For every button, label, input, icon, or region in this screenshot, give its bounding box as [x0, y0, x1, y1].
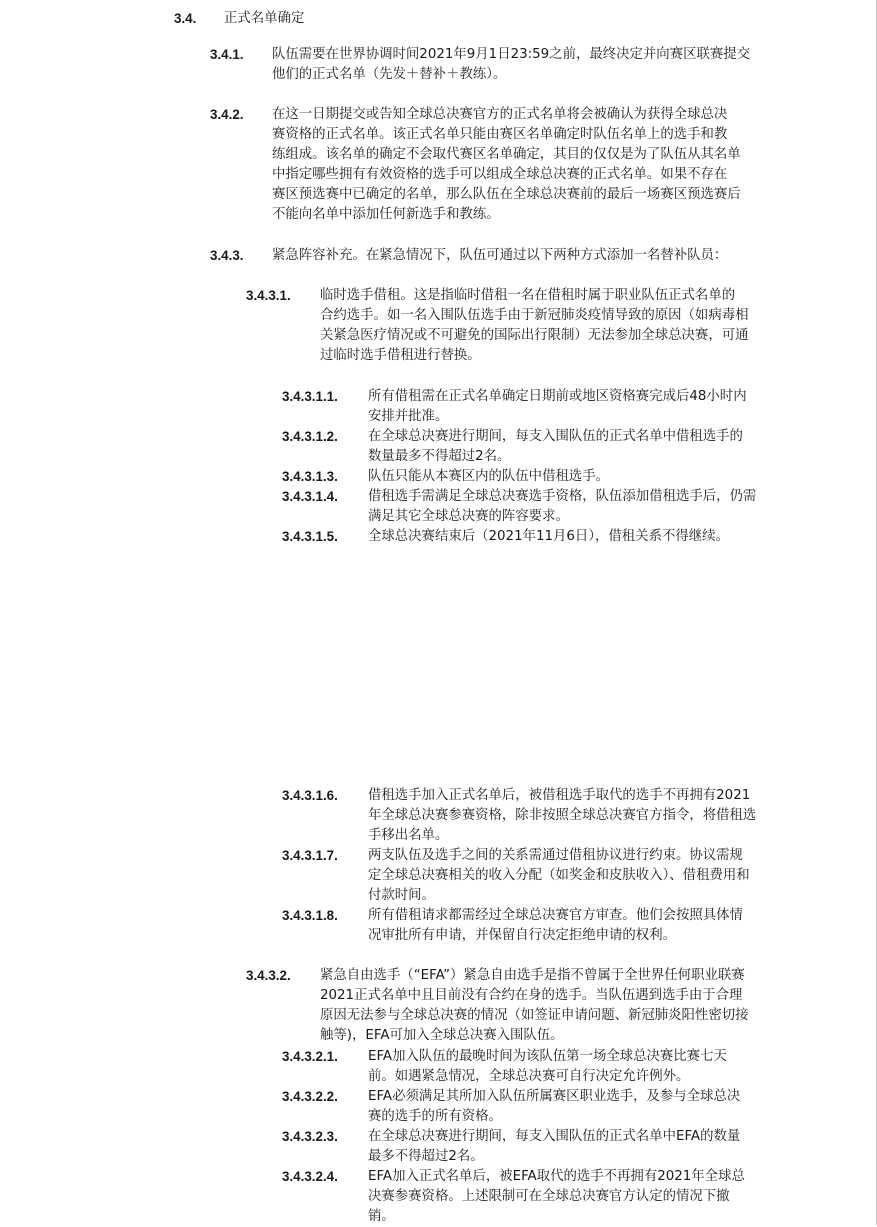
section-number: 3.4.3.1. [246, 288, 291, 303]
section-number: 3.4.3.1.2. [282, 429, 338, 444]
section-heading: 正式名单确定 [224, 11, 305, 26]
section-number: 3.4.3.1.5. [282, 529, 338, 544]
section-number: 3.4.3.2.3. [282, 1129, 338, 1144]
section-text: 紧急阵容补充。在紧急情况下，队伍可通过以下两种方式添加一名替补队员： [272, 248, 728, 263]
section-number: 3.4. [174, 11, 197, 26]
section-text: 所有借租需在正式名单确定日期前或地区资格赛完成后48小时内 安排并批准。 [368, 389, 747, 424]
section-text: 全球总决赛结束后（2021年11月6日），借租关系不得继续。 [368, 529, 729, 544]
section-text: EFA加入队伍的最晚时间为该队伍第一场全球总决赛比赛七天 前。如遇紧急情况，全球总决赛可自行决定允许例外。 [368, 1049, 727, 1084]
section-number: 3.4.3.1.1. [282, 389, 338, 404]
section-text: 在全球总决赛进行期间，每支入围队伍的正式名单中EFA的数量 最多不得超过2名。 [368, 1129, 741, 1164]
section-text: 在全球总决赛进行期间，每支入围队伍的正式名单中借租选手的 数量最多不得超过2名。 [368, 429, 743, 464]
section-number: 3.4.3. [210, 248, 244, 263]
section-text: 队伍需要在世界协调时间2021年9月1日23:59之前，最终决定并向赛区联赛提交 他们的正式名单（先发＋替补＋教练）。 [272, 47, 751, 82]
section-text: 借租选手加入正式名单后，被借租选手取代的选手不再拥有2021 年全球总决赛参赛资格，除非按照全球总决赛官方指令，将借租选 手移出名单。 [368, 788, 757, 843]
section-text: EFA必须满足其所加入队伍所属赛区职业选手，及参与全球总决 赛的选手的所有资格。 [368, 1089, 741, 1124]
section-number: 3.4.2. [210, 107, 244, 122]
section-number: 3.4.3.1.6. [282, 788, 338, 803]
section-number: 3.4.3.2. [246, 968, 291, 983]
section-text: 在这一日期提交或告知全球总决赛官方的正式名单将会被确认为获得全球总决 赛资格的正式名单。该正式名单只能由赛区名单确定时队伍名单上的选手和教 练组成。该名单的确定不会取代赛区名单确定，其目的仅仅是为了队伍从其名单 中指定哪些拥有有效资格的选手可以组成全球总决赛的正式名单。如果不存在 赛区预选赛中已确定的名单，那么队伍在全球总决赛前的最后一场赛区预选赛后 不能向名单中添加任何新选手和教练。 [272, 107, 741, 222]
section-text: EFA加入正式名单后，被EFA取代的选手不再拥有2021年全球总 决赛参赛资格。上述限制可在全球总决赛官方认定的情况下撤 销。 [368, 1169, 745, 1224]
section-number: 3.4.3.1.3. [282, 469, 338, 484]
section-text: 临时选手借租。这是指临时借租一名在借租时属于职业队伍正式名单的 合约选手。如一名入围队伍选手由于新冠肺炎疫情导致的原因（如病毒相 关紧急医疗情况或不可避免的国际出行限制）无法参加全球总决赛，可通 过临时选手借租进行替换。 [320, 288, 749, 363]
section-number: 3.4.3.2.1. [282, 1049, 338, 1064]
section-text: 借租选手需满足全球总决赛选手资格，队伍添加借租选手后，仍需 满足其它全球总决赛的阵容要求。 [368, 489, 757, 524]
section-text: 紧急自由选手（“EFA”）紧急自由选手是指不曾属于全世界任何职业联赛 2021正式名单中且目前没有合约在身的选手。当队伍遇到选手由于合理 原因无法参与全球总决赛的情况（如签证申请问题、新冠肺炎阳性密切接 触等)，EFA可加入全球总决赛入围队伍。 [320, 968, 749, 1043]
section-number: 3.4.3.1.8. [282, 908, 338, 923]
section-text: 所有借租请求都需经过全球总决赛官方审查。他们会按照具体情 况审批所有申请，并保留自行决定拒绝申请的权利。 [368, 908, 743, 943]
section-number: 3.4.3.2.2. [282, 1089, 338, 1104]
section-number: 3.4.3.1.7. [282, 848, 338, 863]
section-text: 队伍只能从本赛区内的队伍中借租选手。 [368, 469, 610, 484]
section-text: 两支队伍及选手之间的关系需通过借租协议进行约束。协议需规 定全球总决赛相关的收入分配（如奖金和皮肤收入）、借租费用和 付款时间。 [368, 848, 750, 903]
section-number: 3.4.3.1.4. [282, 489, 338, 504]
section-number: 3.4.1. [210, 47, 244, 62]
section-number: 3.4.3.2.4. [282, 1169, 338, 1184]
